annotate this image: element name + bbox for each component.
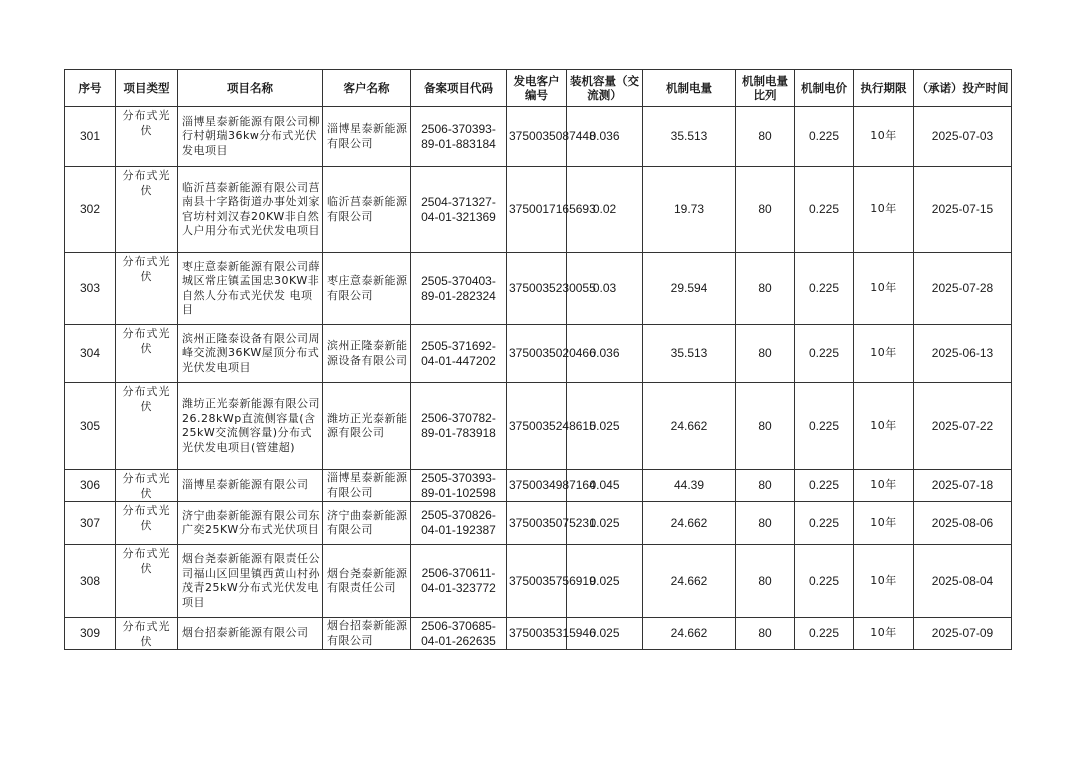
project-table (64, 69, 1012, 650)
cell-date: 2025-07-22 (914, 383, 1012, 470)
table-row (65, 502, 1012, 545)
cell-term: 10年 (854, 618, 914, 650)
cell-project: 烟台招泰新能源有限公司 (178, 618, 323, 650)
cell-energy: 29.594 (643, 253, 736, 325)
cell-customer: 临沂莒泰新能源有限公司 (323, 167, 411, 253)
cell-no: 306 (65, 470, 116, 502)
cell-cust-no: 3750035020466 (507, 325, 567, 383)
cell-term: 10年 (854, 545, 914, 618)
cell-no: 302 (65, 167, 116, 253)
cell-term: 10年 (854, 383, 914, 470)
cell-ratio: 80 (736, 618, 795, 650)
header-capacity: 装机容量（交流测） (567, 70, 643, 107)
cell-capacity: 0.025 (567, 502, 643, 545)
cell-energy: 35.513 (643, 325, 736, 383)
cell-price: 0.225 (795, 107, 854, 167)
cell-no: 309 (65, 618, 116, 650)
cell-project: 淄博星泰新能源有限公司柳行村朝瑞36kw分布式光伏发电项目 (178, 107, 323, 167)
cell-customer: 潍坊正光泰新能源有限公司 (323, 383, 411, 470)
cell-term: 10年 (854, 502, 914, 545)
cell-project: 烟台尧泰新能源有限责任公司福山区回里镇西黄山村孙茂青25kW分布式光伏发电项目 (178, 545, 323, 618)
cell-customer: 烟台尧泰新能源有限责任公司 (323, 545, 411, 618)
header-price: 机制电价 (795, 70, 854, 107)
cell-date: 2025-07-28 (914, 253, 1012, 325)
cell-price: 0.225 (795, 325, 854, 383)
cell-capacity: 0.036 (567, 325, 643, 383)
table-row (65, 253, 1012, 325)
cell-cust-no: 3750035230055 (507, 253, 567, 325)
cell-price: 0.225 (795, 545, 854, 618)
cell-project: 枣庄意泰新能源有限公司薛城区常庄镇孟国忠30KW非自然人分布式光伏发 电项目 (178, 253, 323, 325)
cell-energy: 44.39 (643, 470, 736, 502)
cell-project: 济宁曲泰新能源有限公司东广奕25KW分布式光伏项目 (178, 502, 323, 545)
cell-no: 301 (65, 107, 116, 167)
header-date: （承诺）投产时间 (914, 70, 1012, 107)
cell-price: 0.225 (795, 167, 854, 253)
cell-customer: 枣庄意泰新能源有限公司 (323, 253, 411, 325)
cell-capacity: 0.025 (567, 545, 643, 618)
header-customer: 客户名称 (323, 70, 411, 107)
cell-capacity: 0.036 (567, 107, 643, 167)
cell-project: 滨州正隆泰设备有限公司周峰交流测36KW屋顶分布式光伏发电项目 (178, 325, 323, 383)
cell-date: 2025-08-06 (914, 502, 1012, 545)
cell-no: 308 (65, 545, 116, 618)
cell-energy: 24.662 (643, 618, 736, 650)
cell-code: 2505-370826-04-01-192387 (411, 502, 507, 545)
cell-date: 2025-06-13 (914, 325, 1012, 383)
cell-customer: 烟台招泰新能源有限公司 (323, 618, 411, 650)
cell-code: 2506-370611-04-01-323772 (411, 545, 507, 618)
cell-price: 0.225 (795, 618, 854, 650)
cell-term: 10年 (854, 325, 914, 383)
cell-cust-no: 3750034987164 (507, 470, 567, 502)
cell-energy: 19.73 (643, 167, 736, 253)
data-sheet (64, 69, 1011, 650)
cell-ratio: 80 (736, 253, 795, 325)
table-body (65, 107, 1012, 650)
header-term: 执行期限 (854, 70, 914, 107)
table-row (65, 618, 1012, 650)
cell-type: 分布式光伏 (116, 253, 178, 325)
cell-term: 10年 (854, 167, 914, 253)
cell-price: 0.225 (795, 253, 854, 325)
cell-capacity: 0.045 (567, 470, 643, 502)
cell-capacity: 0.03 (567, 253, 643, 325)
cell-type: 分布式光伏 (116, 167, 178, 253)
cell-type: 分布式光伏 (116, 325, 178, 383)
header-code: 备案项目代码 (411, 70, 507, 107)
cell-date: 2025-07-15 (914, 167, 1012, 253)
cell-date: 2025-07-03 (914, 107, 1012, 167)
cell-project: 淄博星泰新能源有限公司 (178, 470, 323, 502)
cell-project: 潍坊正光泰新能源有限公司26.28kWp直流侧容量(含25kW交流侧容量)分布式光伏发电项目(管建超) (178, 383, 323, 470)
cell-no: 307 (65, 502, 116, 545)
cell-price: 0.225 (795, 470, 854, 502)
cell-type: 分布式光伏 (116, 618, 178, 650)
cell-date: 2025-08-04 (914, 545, 1012, 618)
header-project: 项目名称 (178, 70, 323, 107)
cell-ratio: 80 (736, 502, 795, 545)
cell-cust-no: 3750035248615 (507, 383, 567, 470)
cell-ratio: 80 (736, 167, 795, 253)
cell-customer: 淄博星泰新能源有限公司 (323, 470, 411, 502)
table-header-row (65, 70, 1012, 107)
cell-customer: 淄博星泰新能源有限公司 (323, 107, 411, 167)
cell-capacity: 0.02 (567, 167, 643, 253)
cell-code: 2506-370685-04-01-262635 (411, 618, 507, 650)
cell-cust-no: 3750017165693 (507, 167, 567, 253)
cell-type: 分布式光伏 (116, 502, 178, 545)
header-no: 序号 (65, 70, 116, 107)
cell-code: 2506-370393-89-01-883184 (411, 107, 507, 167)
cell-ratio: 80 (736, 383, 795, 470)
table-row (65, 325, 1012, 383)
cell-type: 分布式光伏 (116, 107, 178, 167)
table-row (65, 167, 1012, 253)
cell-capacity: 0.025 (567, 618, 643, 650)
header-ratio: 机制电量比列 (736, 70, 795, 107)
cell-energy: 24.662 (643, 502, 736, 545)
header-cust-no: 发电客户编号 (507, 70, 567, 107)
cell-date: 2025-07-09 (914, 618, 1012, 650)
cell-energy: 24.662 (643, 383, 736, 470)
cell-cust-no: 3750035075231 (507, 502, 567, 545)
cell-ratio: 80 (736, 470, 795, 502)
cell-type: 分布式光伏 (116, 545, 178, 618)
cell-code: 2505-371692-04-01-447202 (411, 325, 507, 383)
header-energy: 机制电量 (643, 70, 736, 107)
cell-no: 304 (65, 325, 116, 383)
cell-ratio: 80 (736, 107, 795, 167)
cell-type: 分布式光伏 (116, 383, 178, 470)
cell-cust-no: 3750035315946 (507, 618, 567, 650)
cell-ratio: 80 (736, 545, 795, 618)
cell-customer: 滨州正隆泰新能源设备有限公司 (323, 325, 411, 383)
header-type: 项目类型 (116, 70, 178, 107)
cell-date: 2025-07-18 (914, 470, 1012, 502)
cell-code: 2505-370393-89-01-102598 (411, 470, 507, 502)
cell-no: 305 (65, 383, 116, 470)
cell-energy: 35.513 (643, 107, 736, 167)
cell-energy: 24.662 (643, 545, 736, 618)
cell-capacity: 0.025 (567, 383, 643, 470)
cell-price: 0.225 (795, 383, 854, 470)
cell-term: 10年 (854, 470, 914, 502)
cell-cust-no: 3750035756919 (507, 545, 567, 618)
cell-code: 2506-370782-89-01-783918 (411, 383, 507, 470)
cell-cust-no: 3750035087448 (507, 107, 567, 167)
table-row (65, 545, 1012, 618)
cell-customer: 济宁曲泰新能源有限公司 (323, 502, 411, 545)
cell-term: 10年 (854, 107, 914, 167)
cell-code: 2504-371327-04-01-321369 (411, 167, 507, 253)
table-row (65, 383, 1012, 470)
cell-project: 临沂莒泰新能源有限公司莒南县十字路街道办事处刘家官坊村刘汉春20KW非自然人户用分布式光伏发电项目 (178, 167, 323, 253)
cell-type: 分布式光伏 (116, 470, 178, 502)
cell-price: 0.225 (795, 502, 854, 545)
table-row (65, 107, 1012, 167)
cell-term: 10年 (854, 253, 914, 325)
table-row (65, 470, 1012, 502)
cell-no: 303 (65, 253, 116, 325)
cell-code: 2505-370403-89-01-282324 (411, 253, 507, 325)
cell-ratio: 80 (736, 325, 795, 383)
